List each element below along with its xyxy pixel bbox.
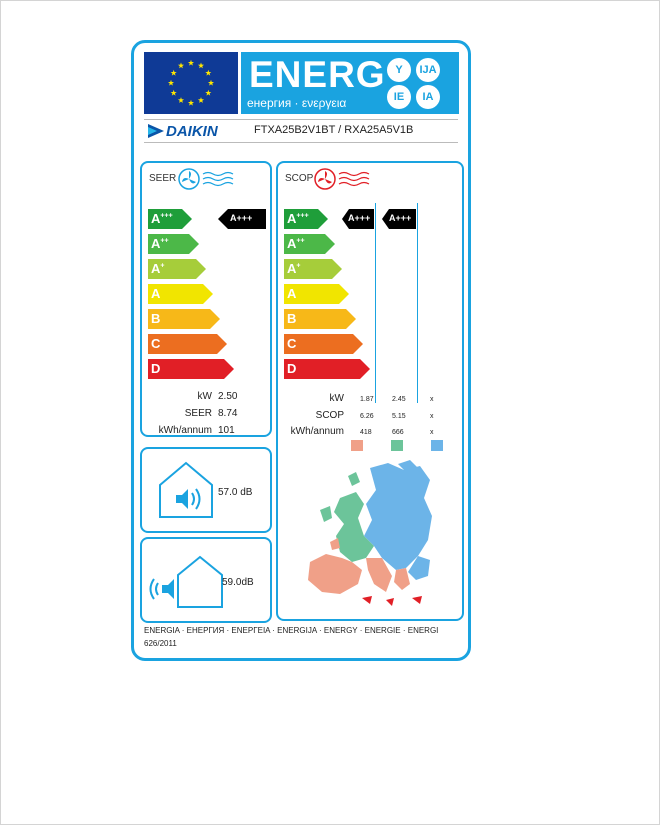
scop-column-line-1 bbox=[375, 203, 376, 403]
scop-title: SCOP bbox=[285, 173, 314, 184]
scop-rating-label-2: A+++ bbox=[389, 213, 412, 223]
scop-column-line-2 bbox=[417, 203, 418, 403]
seer-class-arrow-1 bbox=[148, 234, 199, 254]
scop-class-label-2: A+ bbox=[287, 261, 301, 276]
seer-panel bbox=[140, 161, 272, 437]
lang-badge-ie: IE bbox=[387, 85, 411, 109]
scop-row-scop-label: SCOP bbox=[315, 410, 344, 421]
seer-row-seer-value: 8.74 bbox=[218, 408, 238, 419]
eu-flag bbox=[144, 52, 238, 114]
outdoor-noise-panel bbox=[140, 537, 272, 623]
scop-rating-label-1: A+++ bbox=[348, 213, 371, 223]
seer-class-arrow-3 bbox=[148, 284, 213, 304]
seer-row-seer-label: SEER bbox=[184, 408, 212, 419]
seer-class-arrow-5 bbox=[148, 334, 227, 354]
scop-scop-warm: 5.15 bbox=[392, 413, 406, 420]
zone-swatch-average bbox=[351, 440, 363, 451]
scop-kwh-avg: 418 bbox=[360, 429, 372, 436]
seer-class-arrow-0 bbox=[148, 209, 192, 229]
brand-name: DAIKIN bbox=[166, 123, 218, 140]
scop-scop-cold: x bbox=[430, 413, 434, 420]
scop-kw-avg: 1.87 bbox=[360, 396, 374, 403]
scop-rating-arrow-1 bbox=[342, 209, 374, 229]
footer-languages: ENERGIA · ЕНЕРГИЯ · ΕΝΕΡΓΕΙΑ · ENERGIJA · ENERGY · ENERGIE · ENERGI bbox=[144, 626, 439, 635]
indoor-noise-value: 57.0 dB bbox=[218, 487, 253, 498]
scop-panel bbox=[276, 161, 464, 621]
daikin-logo-icon bbox=[148, 124, 164, 138]
seer-row-kw-value: 2.50 bbox=[218, 391, 238, 402]
seer-rating-label: A+++ bbox=[230, 213, 253, 223]
seer-class-arrow-6 bbox=[148, 359, 234, 379]
heating-fan-icon bbox=[314, 168, 376, 190]
scop-class-arrow-4 bbox=[284, 309, 356, 329]
scop-rating-arrow-2 bbox=[382, 209, 416, 229]
seer-rating-arrow bbox=[218, 209, 266, 229]
cooling-fan-icon bbox=[178, 168, 240, 190]
seer-row-kwh-label: kWh/annum bbox=[158, 425, 212, 436]
seer-class-arrow-2 bbox=[148, 259, 206, 279]
energy-label bbox=[131, 40, 471, 661]
scop-row-kw-label: kW bbox=[329, 393, 344, 404]
scop-kwh-warm: 666 bbox=[392, 429, 404, 436]
model-number: FTXA25B2V1BT / RXA25A5V1B bbox=[254, 124, 414, 136]
lang-badge-ia: IA bbox=[416, 85, 440, 109]
seer-class-label-5: C bbox=[151, 336, 161, 351]
scop-class-label-5: C bbox=[287, 336, 297, 351]
outdoor-unit-speaker-icon bbox=[148, 549, 224, 611]
scop-row-kwh-label: kWh/annum bbox=[290, 426, 344, 437]
scop-class-label-3: A bbox=[287, 286, 297, 301]
seer-class-label-0: A+++ bbox=[151, 211, 173, 226]
seer-class-label-2: A+ bbox=[151, 261, 165, 276]
indoor-unit-speaker-icon bbox=[156, 459, 216, 521]
europe-climate-map-icon bbox=[300, 458, 440, 618]
supplier-row bbox=[144, 119, 458, 143]
energy-header bbox=[241, 52, 459, 114]
zone-swatch-warmer bbox=[391, 440, 403, 451]
seer-class-label-3: A bbox=[151, 286, 161, 301]
scop-class-label-0: A+++ bbox=[287, 211, 309, 226]
seer-class-label-6: D bbox=[151, 361, 161, 376]
seer-class-label-4: B bbox=[151, 311, 161, 326]
scop-class-label-1: A++ bbox=[287, 236, 305, 251]
seer-class-label-1: A++ bbox=[151, 236, 169, 251]
scop-class-arrow-3 bbox=[284, 284, 349, 304]
scop-class-label-6: D bbox=[287, 361, 297, 376]
energy-word: ENERG bbox=[249, 54, 386, 95]
outdoor-noise-value: 59.0dB bbox=[222, 577, 254, 588]
indoor-noise-panel bbox=[140, 447, 272, 533]
zone-swatch-colder bbox=[431, 440, 443, 451]
lang-badge-ija: IJA bbox=[416, 58, 440, 82]
scop-class-arrow-2 bbox=[284, 259, 342, 279]
seer-row-kw-label: kW bbox=[197, 391, 212, 402]
scop-class-arrow-6 bbox=[284, 359, 370, 379]
scop-class-arrow-5 bbox=[284, 334, 363, 354]
seer-row-kwh-value: 101 bbox=[218, 425, 235, 436]
scop-kw-cold: x bbox=[430, 396, 434, 403]
scop-class-arrow-1 bbox=[284, 234, 335, 254]
scop-kw-warm: 2.45 bbox=[392, 396, 406, 403]
scop-class-label-4: B bbox=[287, 311, 297, 326]
lang-badge-y: Y bbox=[387, 58, 411, 82]
eu-stars-icon bbox=[144, 52, 238, 114]
seer-title: SEER bbox=[149, 173, 177, 184]
regulation-number: 626/2011 bbox=[144, 639, 177, 648]
scop-class-arrow-0 bbox=[284, 209, 328, 229]
scop-kwh-cold: x bbox=[430, 429, 434, 436]
scop-scop-avg: 6.26 bbox=[360, 413, 374, 420]
seer-class-arrow-4 bbox=[148, 309, 220, 329]
energy-subtitle: енергия · ενεργεια bbox=[247, 96, 347, 110]
